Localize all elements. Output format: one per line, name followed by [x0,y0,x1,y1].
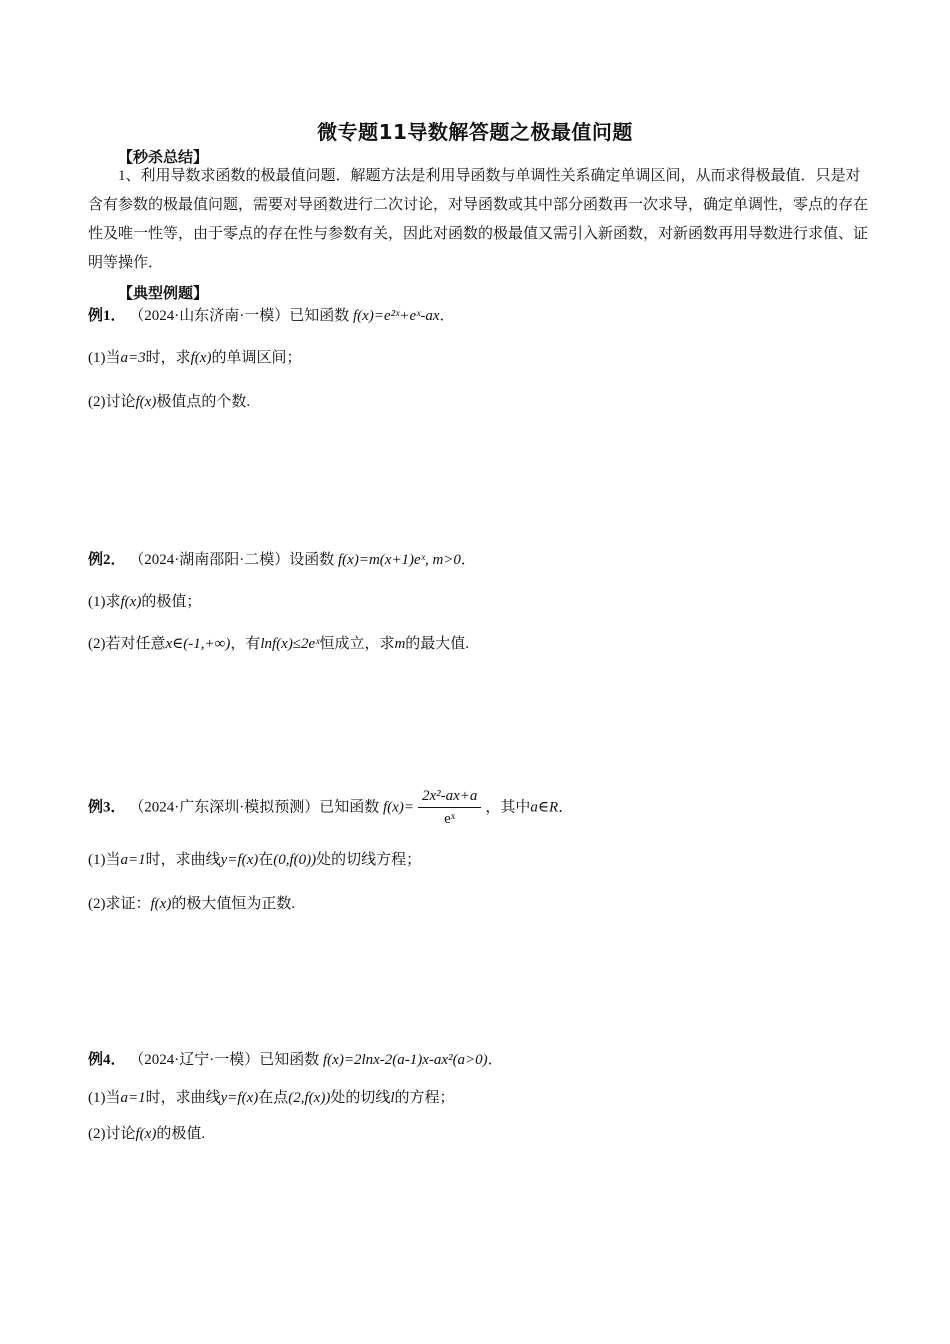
example-3-function-lhs: f(x)= [383,799,414,816]
q-text: 时，求曲线 [145,852,221,868]
q-text: 在点 [258,1090,289,1106]
q-curve: y=f(x) [220,1090,259,1106]
q-curve: y=f(x) [220,852,259,868]
q-variable: m [394,636,406,652]
q-function: f(x) [190,350,212,366]
example-4-function: f(x)=2lnx-2(a-1)x-ax²(a>0) [323,1052,488,1068]
q-condition: a=1 [120,1090,146,1106]
example-3-fraction [418,788,481,828]
example-1-label: 例1． [88,308,126,324]
example-3-question-1 [88,848,421,869]
example-2-function: f(x)=m(x+1)eˣ, m>0 [338,552,461,568]
page-title: 微专题11导数解答题之极最值问题 [317,120,633,144]
example-2-source: （2024·湖南邵阳·二模）设函数 [129,552,335,568]
example-3-question-2 [88,892,295,913]
example-1-statement [88,304,455,325]
q-text: 的方程； [394,1090,455,1106]
q-point: (2,f(x)) [288,1090,331,1106]
example-3-text: ，其中 [485,799,531,816]
q-text: 的极值. [156,1126,206,1142]
q-function: f(x) [135,394,157,410]
summary-heading: 【秒杀总结】 [118,148,209,166]
example-3-label: 例3． [88,799,126,816]
q-prefix: (2)讨论 [88,1126,136,1142]
example-2-question-1 [88,590,201,611]
q-prefix: (1)求 [88,594,121,610]
q-prefix: (1)当 [88,1090,121,1106]
example-1-end: ． [439,308,455,324]
q-text: 的单调区间； [211,350,302,366]
example-2-statement [88,548,476,569]
q-text: 处的切线 [330,1090,391,1106]
q-point: (0,f(0)) [273,852,317,868]
example-1-source: （2024·山东济南·一模）已知函数 [129,308,350,324]
q-text: 的最大值. [405,636,470,652]
q-text: 时，求 [145,350,191,366]
q-text: 时，求曲线 [145,1090,221,1106]
q-prefix: (2)若对任意 [88,636,166,652]
q-variable: l [390,1090,395,1106]
q-prefix: (1)当 [88,852,121,868]
q-function: f(x) [120,594,142,610]
q-condition: a=3 [120,350,146,366]
example-3-end: ． [558,799,574,816]
q-condition: x∈(-1,+∞) [165,636,231,652]
example-3-statement [88,788,573,828]
example-3-condition: a∈R [530,799,559,816]
example-4-end: ． [487,1052,503,1068]
q-text: 的极值； [141,594,202,610]
q-text: 处的切线方程； [316,852,422,868]
q-text: ，有 [230,636,261,652]
example-4-source: （2024·辽宁·一模）已知函数 [129,1052,320,1068]
q-prefix: (2)讨论 [88,394,136,410]
example-4-label: 例4． [88,1052,126,1068]
example-4-question-1 [88,1086,455,1107]
example-1-question-1 [88,346,301,367]
q-text: 极值点的个数. [156,394,251,410]
example-1-question-2 [88,390,250,411]
example-2-label: 例2． [88,552,126,568]
q-text: 在 [258,852,274,868]
q-function: f(x) [150,896,172,912]
q-text: 恒成立，求 [319,636,395,652]
example-1-function: f(x)=e²ˣ+eˣ-ax [353,308,440,324]
example-2-question-2 [88,632,469,653]
example-4-statement [88,1048,503,1069]
example-3-source: （2024·广东深圳·模拟预测）已知函数 [129,799,380,816]
summary-paragraph: 1、利用导数求函数的极最值问题．解题方法是利用导函数与单调性关系确定单调区间，从而求得极最值．只是对含有参数的极最值问题，需要对导函数进行二次讨论，对导函数或其中部分函数再一次求导，确定单调性，零点的存在性及唯一性等，由于零点的存在性与参数有关，因此对函数的极最值又需引入新函数，对新函数再用导数进行求值、证明等操作． [88,168,869,271]
q-prefix: (1)当 [88,350,121,366]
q-condition: a=1 [120,852,146,868]
q-inequality: lnf(x)≤2eˣ [260,636,320,652]
q-prefix: (2)求证： [88,896,151,912]
q-function: f(x) [135,1126,157,1142]
example-4-question-2 [88,1122,205,1143]
examples-heading: 【典型例题】 [118,284,209,302]
example-2-end: ． [460,552,476,568]
q-text: 的极大值恒为正数. [171,896,296,912]
fraction-numerator: 2x²-ax+a [418,788,481,808]
fraction-denominator: eˣ [444,811,456,827]
